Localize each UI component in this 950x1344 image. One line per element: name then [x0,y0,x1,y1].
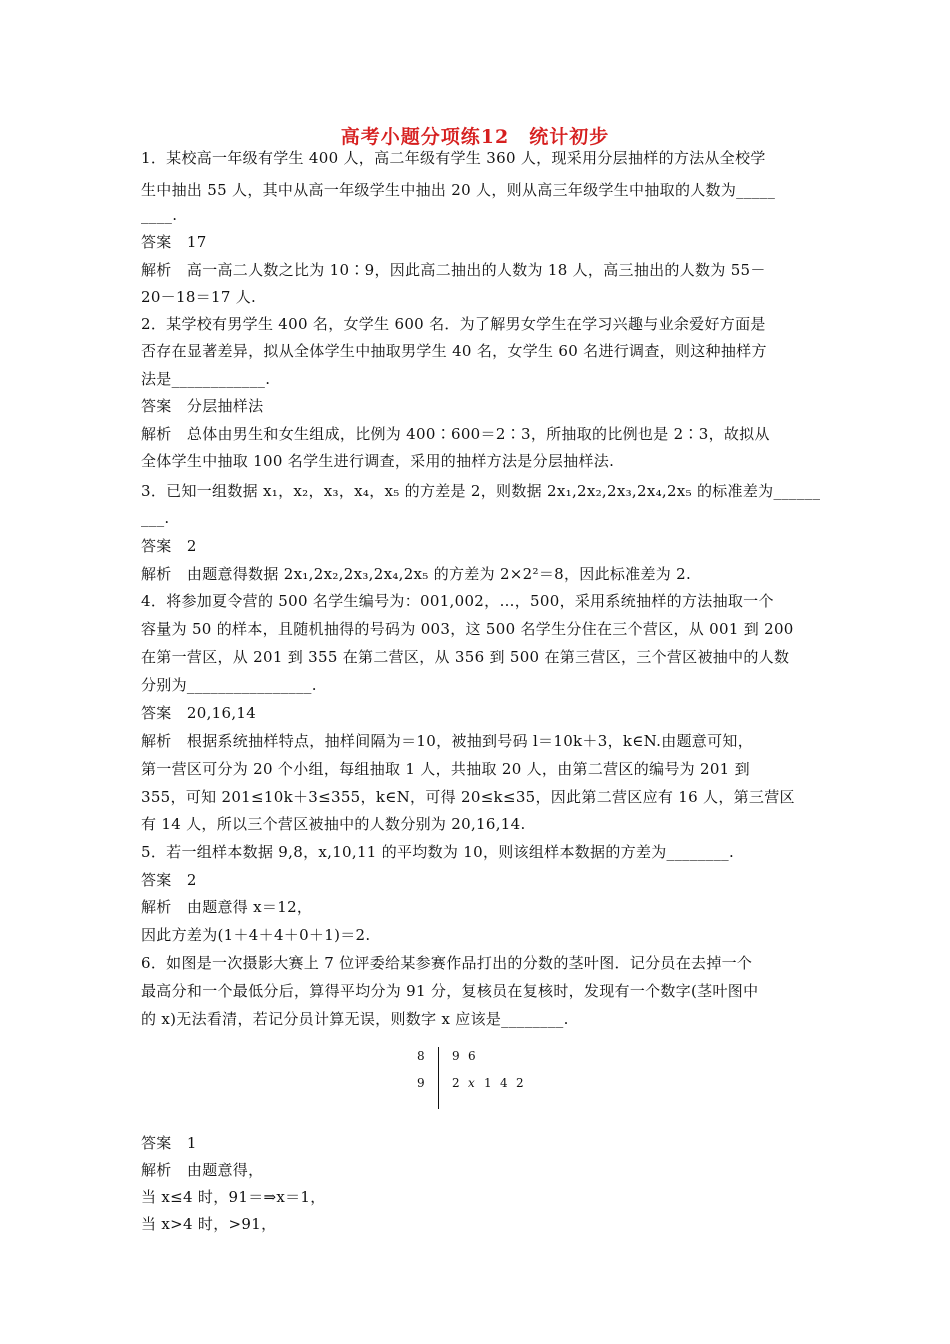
leaf-value: 9 [452,1049,460,1063]
text-line: 3．已知一组数据 x₁，x₂，x₃，x₄，x₅ 的方差是 2，则数据 2x₁,2x₂,2x₃,2x₄,2x₅ 的标准差为______ [141,482,821,500]
text-line: 有 14 人，所以三个营区被抽中的人数分别为 20,16,14. [141,815,526,833]
text-line: 第一营区可分为 20 个小组，每组抽取 1 人，共抽取 20 人，由第二营区的编号为 201 到 [141,760,750,778]
text-line: 答案 分层抽样法 [141,397,264,415]
text-line: 答案 2 [141,537,197,555]
leaf-value: 2 [516,1076,524,1090]
text-line: 法是____________. [141,370,271,388]
text-line: 解析 总体由男生和女生组成，比例为 400∶600＝2∶3，所抽取的比例也是 2∶3，故拟从 [141,425,770,443]
leaf-value: 6 [468,1049,476,1063]
stem-leaf-plot [400,1043,560,1115]
leaf-value: 2 [452,1076,460,1090]
text-line: 1．某校高一年级有学生 400 人，高二年级有学生 360 人，现采用分层抽样的方法从全校学 [141,149,766,167]
leaf-value: 4 [500,1076,508,1090]
leaf-values [452,1076,532,1090]
text-line: ____. [141,206,178,224]
text-line: 355，可知 201≤10k＋3≤355，k∈N，可得 20≤k≤35，因此第二营区应有 16 人，第三营区 [141,788,795,806]
text-line: 2．某学校有男学生 400 名，女学生 600 名．为了解男女学生在学习兴趣与业余爱好方面是 [141,315,766,333]
stem-leaf-divider [438,1047,439,1109]
text-line: 全体学生中抽取 100 名学生进行调查，采用的抽样方法是分层抽样法. [141,452,615,470]
text-line: 解析 根据系统抽样特点，抽样间隔为＝10，被抽到号码 l＝10k＋3，k∈N.由题意可知， [141,732,754,750]
text-line: ___. [141,509,170,527]
stem-value: 8 [417,1049,425,1063]
text-line: 6．如图是一次摄影大赛上 7 位评委给某参赛作品打出的分数的茎叶图．记分员在去掉一个 [141,954,753,972]
text-line: 在第一营区，从 201 到 355 在第二营区，从 356 到 500 在第三营区，三个营区被抽中的人数 [141,648,790,666]
text-line: 解析 由题意得 x＝12， [141,898,313,916]
text-line: 答案 2 [141,871,197,889]
text-line: 的 x)无法看清，若记分员计算无误，则数字 x 应该是________. [141,1010,569,1028]
text-line: 答案 1 [141,1134,197,1152]
text-line: 否存在显著差异，拟从全体学生中抽取男学生 40 名，女学生 60 名进行调查，则这种抽样方 [141,342,767,360]
text-line: 答案 17 [141,233,207,251]
stem-value: 9 [417,1076,425,1090]
text-line: 5．若一组样本数据 9,8，x,10,11 的平均数为 10，则该组样本数据的方差为________. [141,843,735,861]
text-line: 当 x≤4 时，91＝⇒x＝1， [141,1188,326,1206]
page-title: 高考小题分项练12 统计初步 [340,126,610,148]
text-line: 解析 高一高二人数之比为 10∶9，因此高二抽出的人数为 18 人，高三抽出的人数为 55－ [141,261,766,279]
text-line: 解析 由题意得， [141,1161,264,1179]
leaf-value: x [468,1076,475,1090]
leaf-values [452,1049,484,1063]
text-line: 生中抽出 55 人，其中从高一年级学生中抽出 20 人，则从高三年级学生中抽取的人数为_____ [141,181,776,199]
text-line: 当 x>4 时，>91， [141,1215,277,1233]
text-line: 20－18＝17 人. [141,288,257,306]
leaf-value: 1 [484,1076,492,1090]
text-line: 分别为________________. [141,676,317,694]
text-line: 4．将参加夏令营的 500 名学生编号为：001,002，…，500，采用系统抽样的方法抽取一个 [141,592,774,610]
text-line: 因此方差为(1＋4＋4＋0＋1)＝2. [141,926,371,944]
text-line: 答案 20,16,14 [141,704,257,722]
text-line: 最高分和一个最低分后，算得平均分为 91 分，复核员在复核时，发现有一个数字(茎叶图中 [141,982,759,1000]
text-line: 解析 由题意得数据 2x₁,2x₂,2x₃,2x₄,2x₅ 的方差为 2×2²＝8，因此标准差为 2. [141,565,692,583]
text-line: 容量为 50 的样本，且随机抽得的号码为 003，这 500 名学生分住在三个营区，从 001 到 200 [141,620,794,638]
